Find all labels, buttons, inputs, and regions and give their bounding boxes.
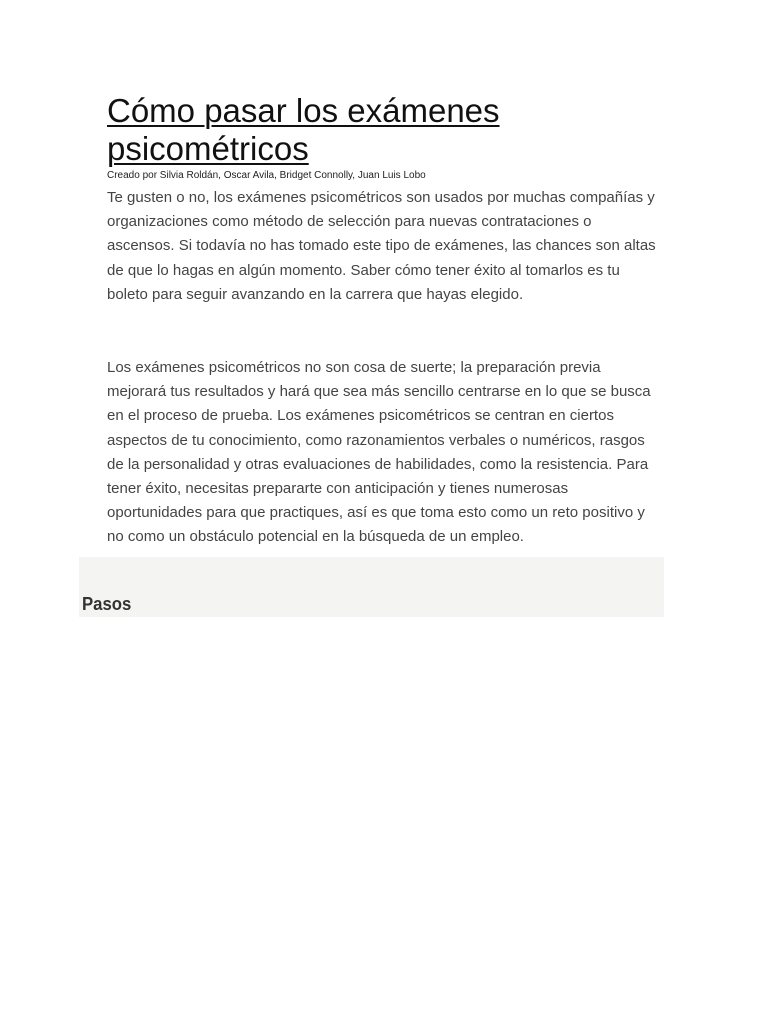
intro-paragraph: Te gusten o no, los exámenes psicométricos son usados por muchas compañías y organizaciones como método de selección para nuevas contrataciones o ascensos. Si todavía no has tomado este tipo de exámenes, las chances son altas de que lo hagas en algún momento. Saber cómo tener éxito al tomarlos es tu boleto para seguir avanzando en la carrera que hayas elegido. bbox=[107, 189, 656, 303]
article-byline: Creado por Silvia Roldán, Oscar Avila, Bridget Connolly, Juan Luis Lobo bbox=[107, 170, 426, 181]
body-paragraph: Los exámenes psicométricos no son cosa de suerte; la preparación previa mejorará tus resultados y hará que sea más sencillo centrarse en lo que se busca en el proceso de prueba. Los exámenes psicométricos se centran en ciertos aspectos de tu conocimiento, como razonamientos verbales o numéricos, rasgos de la personalidad y otras evaluaciones de habilidades, como la resistencia. Para tener éxito, necesitas prepararte con anticipación y tienes numerosas oportunidades para que practiques, así es que toma esto como un reto positivo y no como un obstáculo potencial en la búsqueda de un empleo. bbox=[107, 359, 651, 546]
steps-section bbox=[79, 557, 664, 617]
steps-heading: Pasos bbox=[82, 594, 132, 614]
article-title: Cómo pasar los exámenes psicométricos bbox=[107, 92, 500, 167]
